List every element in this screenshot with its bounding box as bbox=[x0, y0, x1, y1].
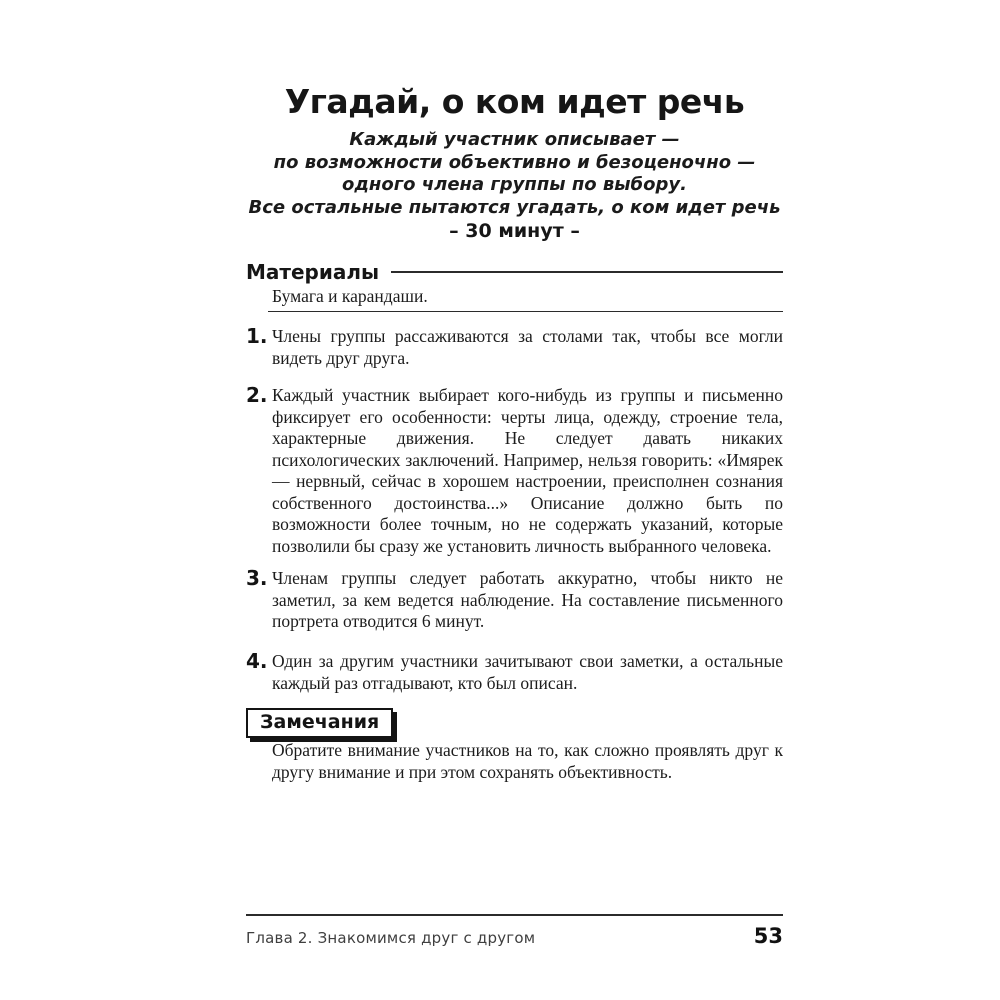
step-text-1: Члены группы рассаживаются за столами так, чтобы все могли видеть друг друга. bbox=[272, 326, 783, 368]
page-content bbox=[246, 0, 783, 1000]
step-number-3: 3. bbox=[246, 566, 268, 590]
materials-label: Материалы bbox=[246, 260, 380, 284]
page-footer bbox=[246, 924, 783, 948]
exercise-title: Угадай, о ком идет речь bbox=[284, 82, 745, 121]
materials-rule bbox=[391, 271, 783, 273]
step-item-1 bbox=[246, 326, 783, 369]
remarks-label-box: Замечания bbox=[246, 708, 393, 738]
materials-text: Бумага и карандаши. bbox=[272, 286, 428, 306]
step-item-4 bbox=[246, 651, 783, 694]
step-text-4: Один за другим участники зачитывают свои заметки, а остальные каждый раз отгадывают, кто был описан. bbox=[272, 651, 783, 693]
section-divider-rule bbox=[268, 311, 783, 312]
summary-line-2: по возможности объективно и безоценочно — bbox=[273, 151, 756, 173]
step-item-3 bbox=[246, 568, 783, 633]
materials-heading bbox=[246, 260, 783, 284]
step-number-2: 2. bbox=[246, 383, 268, 407]
chapter-title: Глава 2. Знакомимся друг с другом bbox=[246, 929, 536, 947]
duration-label: – 30 минут – bbox=[449, 220, 580, 242]
footer-rule bbox=[246, 914, 783, 916]
step-text-3: Членам группы следует работать аккуратно, чтобы никто не заметил, за кем ведется наблюдение. На составление письменного портрета отводится 6 минут. bbox=[272, 568, 783, 631]
step-item-2 bbox=[246, 385, 783, 557]
step-number-4: 4. bbox=[246, 649, 268, 673]
summary-line-1: Каждый участник описывает — bbox=[349, 129, 680, 150]
summary-line-4: Все остальные пытаются угадать, о ком идет речь bbox=[248, 196, 781, 218]
page-number: 53 bbox=[753, 924, 783, 948]
exercise-summary bbox=[216, 129, 813, 219]
step-number-1: 1. bbox=[246, 324, 268, 348]
step-text-2: Каждый участник выбирает кого-нибудь из группы и письменно фиксирует его особенности: черты лица, одежду, строение тела, характерные движения. Не следует давать никаких психологических заключений. Например, нельзя говорить: «Имярек — нервный, сейчас в хорошем настроении, преисполнен сознания собственного достоинства...» Описание должно быть по возможности более точным, но не содержать указаний, которые позволили бы сразу же установить личность выбранного человека. bbox=[272, 385, 783, 556]
summary-line-3: одного члена группы по выбору. bbox=[342, 174, 687, 195]
remarks-text: Обратите внимание участников на то, как сложно проявлять друг к другу внимание и при этом сохранять объективность. bbox=[272, 740, 783, 782]
